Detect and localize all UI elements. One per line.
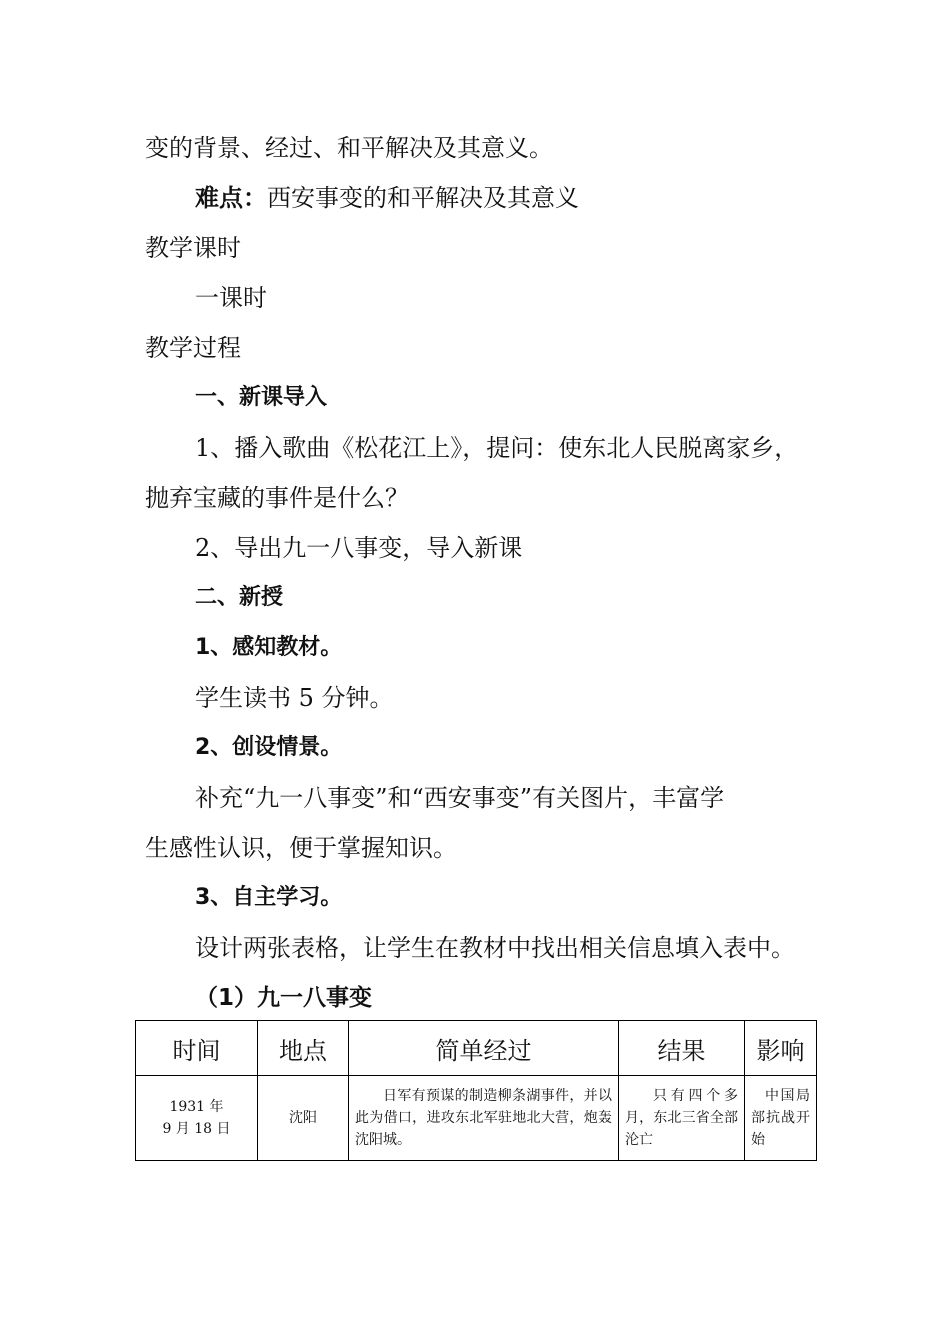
heading-teaching-process: 教学过程 (145, 334, 241, 362)
header-result: 结果 (619, 1021, 745, 1076)
section-new-lesson: 二、新授 (195, 585, 284, 610)
header-time: 时间 (136, 1021, 258, 1076)
cell-place: 沈阳 (258, 1076, 349, 1161)
table-row (136, 1076, 817, 1161)
cell-time: 1931 年 9 月 18 日 (136, 1076, 258, 1161)
paragraph-line: 设计两张表格，让学生在教材中找出相关信息填入表中。 (195, 934, 795, 962)
cell-impact: 中国局部抗战开始 (745, 1076, 817, 1161)
event-table (135, 1020, 817, 1161)
paragraph-line: 生感性认识，便于掌握知识。 (145, 834, 457, 862)
cell-process: 日军有预谋的制造柳条湖事件，并以此为借口，进攻东北军驻地北大营，炮轰沈阳城。 (349, 1076, 619, 1161)
teaching-hours-value: 一课时 (195, 284, 267, 312)
table-title: （1）九一八事变 (195, 985, 373, 1011)
subsection-self-study: 3、自主学习。 (195, 885, 343, 910)
paragraph-line: 抛弃宝藏的事件是什么？ (145, 484, 409, 512)
paragraph-line: 补充“九一八事变”和“西安事变”有关图片，丰富学 (195, 784, 725, 812)
paragraph-line: 1、播入歌曲《松花江上》，提问：使东北人民脱离家乡， (195, 434, 799, 462)
section-intro: 一、新课导入 (195, 385, 328, 410)
paragraph-line: 2、导出九一八事变，导入新课 (195, 534, 523, 562)
subsection-scenario: 2、创设情景。 (195, 735, 343, 760)
header-place: 地点 (258, 1021, 349, 1076)
text-line: 变的背景、经过、和平解决及其意义。 (145, 134, 553, 162)
difficulty-line (195, 183, 579, 213)
difficulty-text: 西安事变的和平解决及其意义 (267, 184, 579, 212)
heading-teaching-hours: 教学课时 (145, 234, 241, 262)
difficulty-label: 难点： (195, 183, 267, 212)
table-header-row (136, 1021, 817, 1076)
header-process: 简单经过 (349, 1021, 619, 1076)
paragraph-line: 学生读书 5 分钟。 (195, 684, 394, 712)
cell-result: 只有四个多月，东北三省全部沦亡 (619, 1076, 745, 1161)
header-impact: 影响 (745, 1021, 817, 1076)
subsection-perceive: 1、感知教材。 (195, 635, 343, 660)
